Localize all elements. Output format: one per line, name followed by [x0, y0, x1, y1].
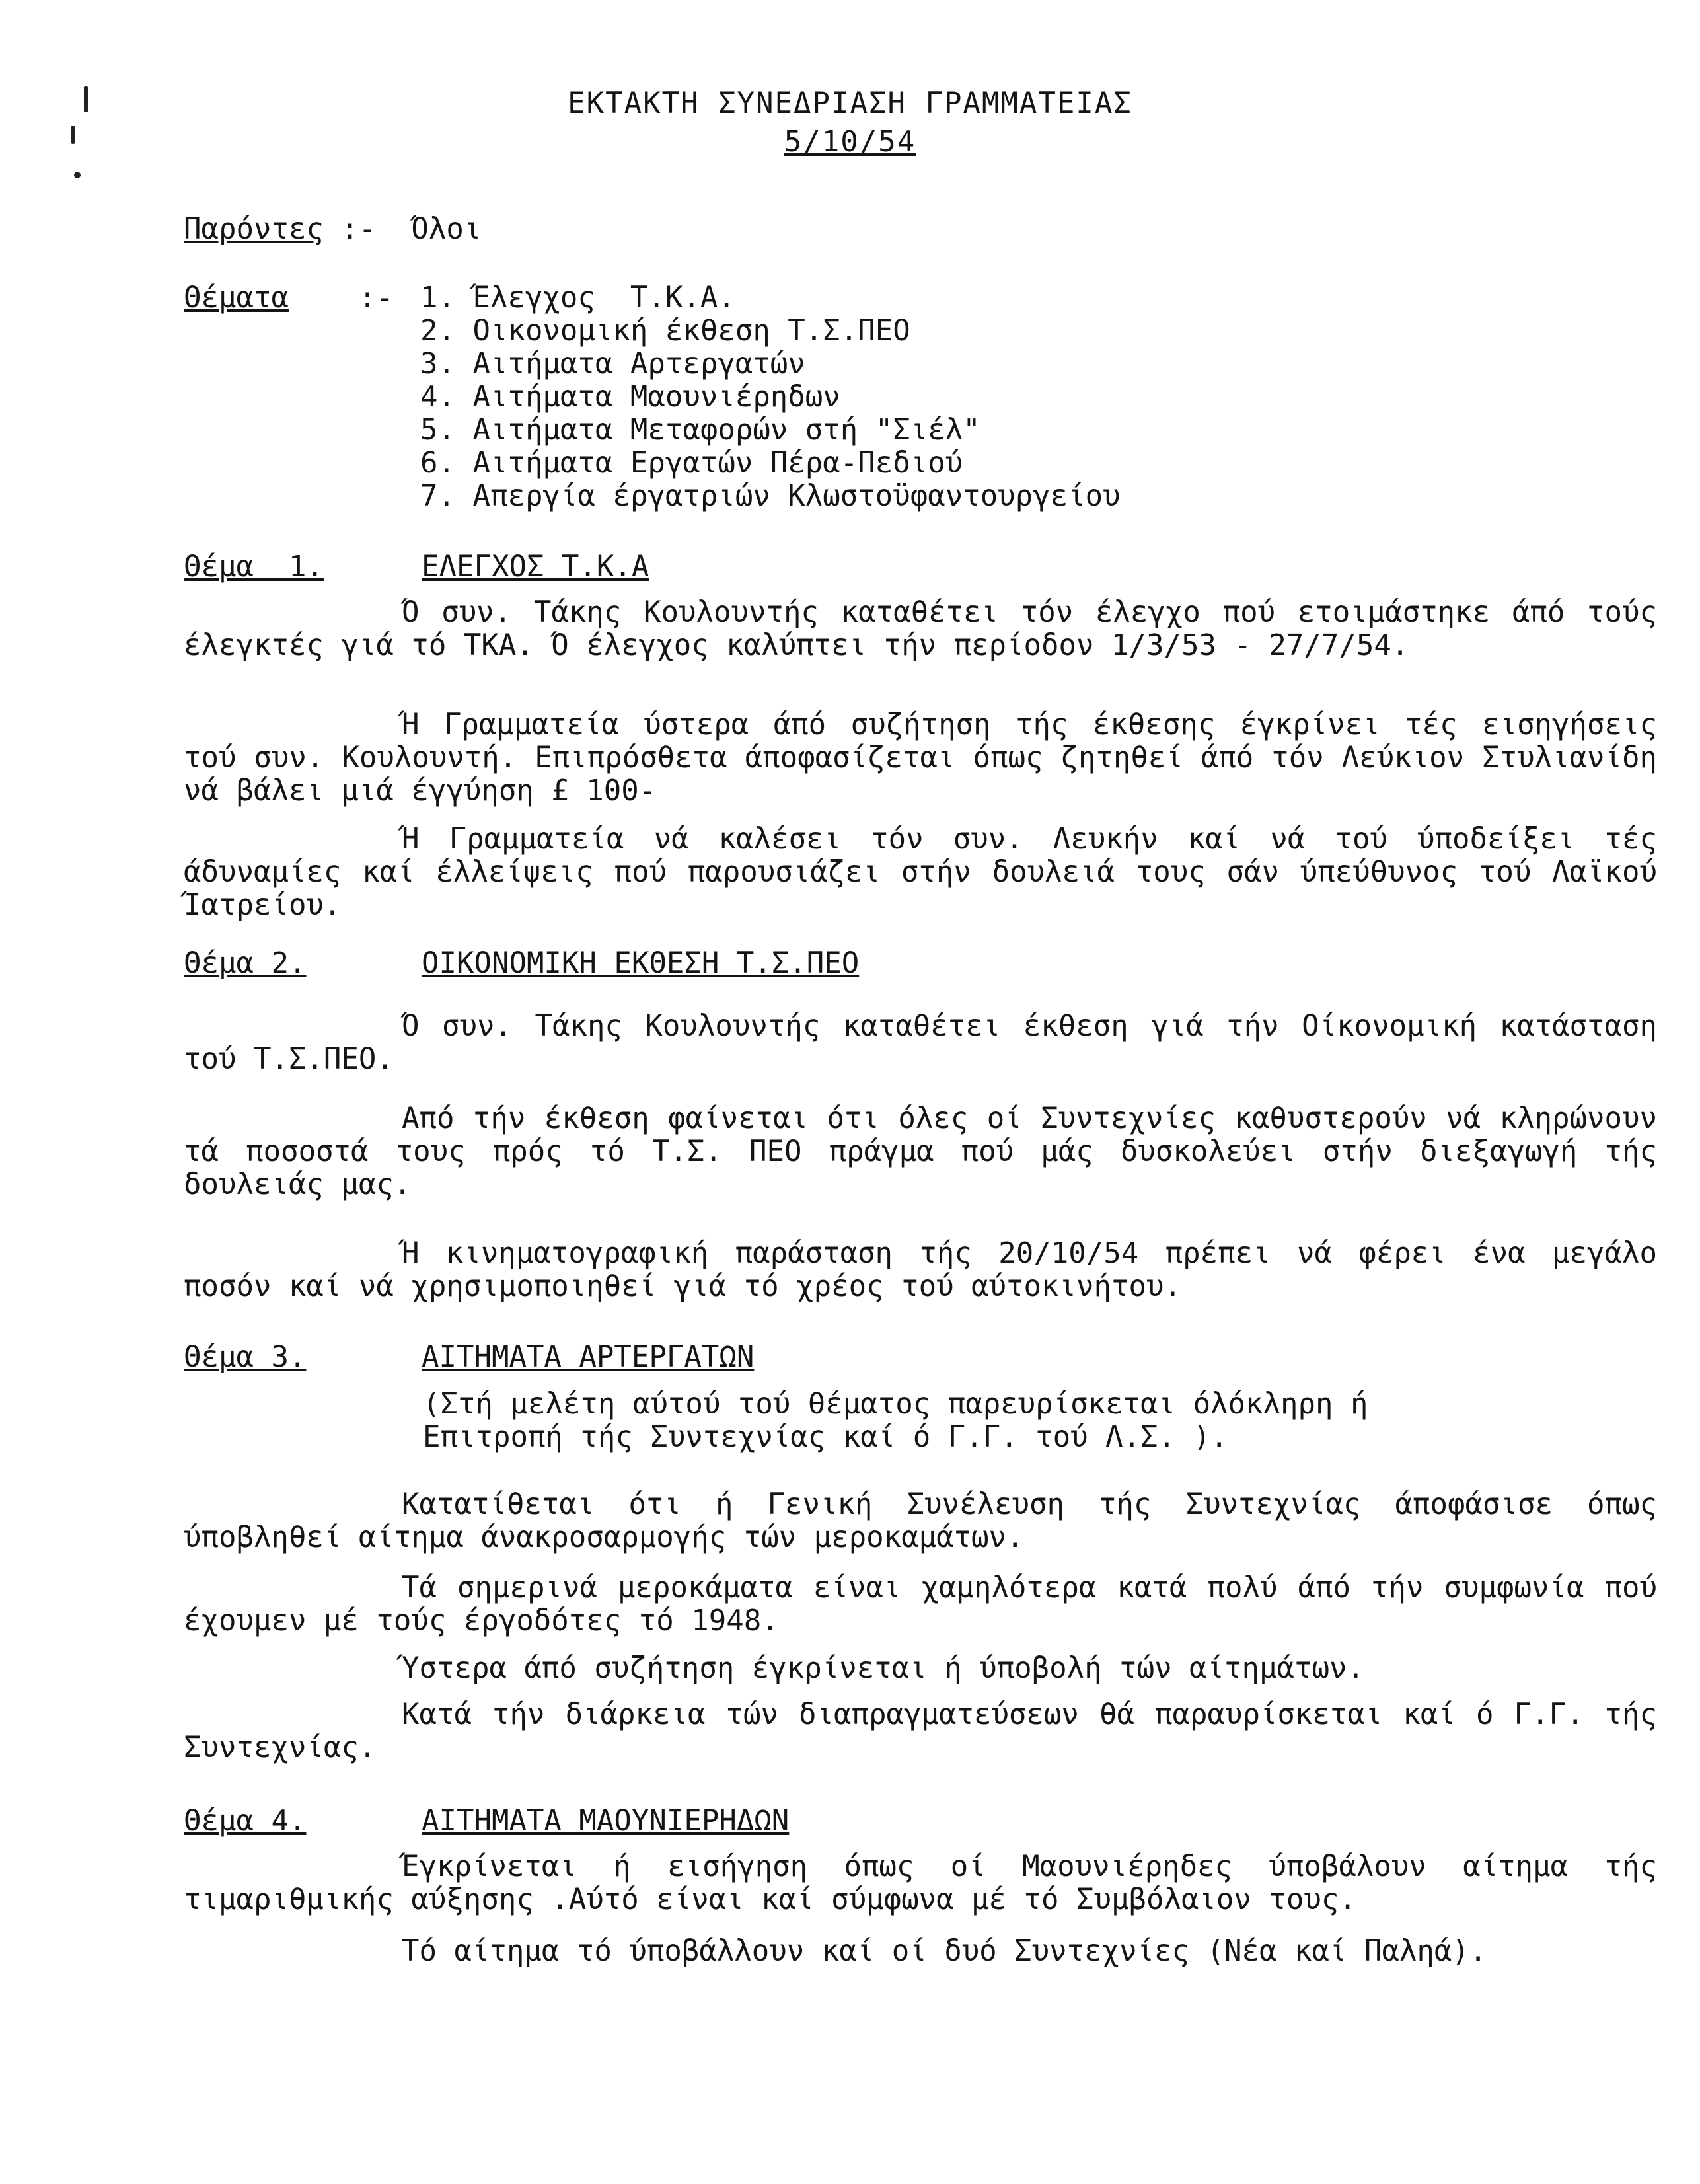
- paragraph: Κατατίθεται ότι ή Γενική Συνέλευση τής Συντεχνίας άποφάσισε όπως ύποβληθεί αίτημα άνακροσαρμογής τών μεροκαμάτων.: [184, 1487, 1657, 1554]
- attendees-row: [184, 213, 481, 246]
- section-number: Θέμα 3.: [184, 1340, 307, 1374]
- topic-item: 2. Οικονομική έκθεση Τ.Σ.ΠΕΟ: [420, 314, 910, 348]
- document-title: [0, 85, 1700, 161]
- title-text: ΕΚΤΑΚΤΗ ΣΥΝΕΔΡΙΑΣΗ ΓΡΑΜΜΑΤΕΙΑΣ: [568, 87, 1132, 120]
- section-number: Θέμα 2.: [184, 946, 307, 980]
- section-number: Θέμα 1.: [184, 550, 324, 584]
- paragraph: Κατά τήν διάρκεια τών διαπραγματεύσεων θά παραυρίσκεται καί ό Γ.Γ. τής Συντεχνίας.: [184, 1698, 1657, 1764]
- section-title: ΑΙΤΗΜΑΤΑ ΜΑΟΥΝΙΕΡΗΔΩΝ: [422, 1804, 790, 1838]
- section-title: ΕΛΕΓΧΟΣ Τ.Κ.Α: [422, 550, 649, 584]
- paragraph: Ή Γραμματεία νά καλέσει τόν συν. Λευκήν καί νά τού ύποδείξει τές άδυναμίες καί έλλείψεις πού παρουσιάζει στήν δουλειά τους σάν ύπεύθυνος τού Λαϊκού Ίατρείου.: [184, 822, 1657, 922]
- section-heading: [184, 1340, 910, 1374]
- margin-mark: [74, 172, 81, 178]
- section-title: ΑΙΤΗΜΑΤΑ ΑΡΤΕΡΓΑΤΩΝ: [422, 1340, 755, 1374]
- paragraph: Ό συν. Τάκης Κουλουντής καταθέτει τόν έλεγχο πού ετοιμάστηκε άπό τούς έλεγκτές γιά τό ΤΚΑ. Ό έλεγχος καλύπτει τήν περίοδον 1/3/53 - 27/7/54.: [184, 595, 1657, 662]
- section-heading: [184, 1804, 910, 1838]
- section-number: Θέμα 4.: [184, 1804, 307, 1838]
- paragraph: Ό συν. Τάκης Κουλουντής καταθέτει έκθεση γιά τήν Οίκονομική κατάσταση τού Τ.Σ.ΠΕΟ.: [184, 1009, 1657, 1076]
- topics-sep: :-: [341, 281, 394, 315]
- topic-item: 3. Αιτήματα Αρτεργατών: [420, 347, 805, 381]
- attendees-sep: :-: [323, 212, 377, 246]
- paragraph: Ύστερα άπό συζήτηση έγκρίνεται ή ύποβολή τών αίτημάτων.: [402, 1651, 1364, 1685]
- section-note: (Στή μελέτη αύτού τού θέματος παρευρίσκεται όλόκληρη ή Επιτροπή τής Συντεχνίας καί ό Γ.Γ. τού Λ.Σ. ).: [423, 1387, 1368, 1454]
- topics-label: Θέματα: [184, 281, 289, 315]
- topic-item: 5. Αιτήματα Μεταφορών στή "Σιέλ": [420, 413, 980, 447]
- paragraph: Έγκρίνεται ή εισήγηση όπως οί Μαουνιέρηδες ύποβάλουν αίτημα τής τιμαριθμικής αύξησης .Αύτό είναι καί σύμφωνα μέ τό Συμβόλαιον τους.: [184, 1850, 1657, 1916]
- paragraph: Ή κινηματογραφική παράσταση τής 20/10/54 πρέπει νά φέρει ένα μεγάλο ποσόν καί νά χρησιμοποιηθεί γιά τό χρέος τού αύτοκινήτου.: [184, 1236, 1657, 1303]
- attendees-value: Όλοι: [411, 212, 482, 246]
- topics-list: [420, 282, 1121, 513]
- paragraph: Ή Γραμματεία ύστερα άπό συζήτηση τής έκθεσης έγκρίνει τές εισηγήσεις τού συν. Κουλουντή. Επιπρόσθετα άποφασίζεται όπως ζητηθεί άπό τόν Λεύκιον Στυλιανίδη νά βάλει μιά έγγύηση £ 100-: [184, 708, 1657, 808]
- title-date: 5/10/54: [784, 125, 916, 159]
- topic-item: 1. Έλεγχος Τ.Κ.Α.: [420, 281, 735, 315]
- topic-item: 6. Αιτήματα Εργατών Πέρα-Πεδιού: [420, 446, 963, 480]
- topic-item: 4. Αιτήματα Μαουνιέρηδων: [420, 380, 840, 414]
- paragraph: Τό αίτημα τό ύποβάλλουν καί οί δυό Συντεχνίες (Νέα καί Παληά).: [402, 1934, 1487, 1968]
- paragraph: Από τήν έκθεση φαίνεται ότι όλες οί Συντεχνίες καθυστερούν νά κληρώνουν τά ποσοστά τους πρός τό Τ.Σ. ΠΕΟ πράγμα πού μάς δυσκολεύει στήν διεξαγωγή τής δουλειάς μας.: [184, 1102, 1657, 1201]
- section-heading: [184, 550, 910, 584]
- section-heading: [184, 946, 910, 980]
- topic-item: 7. Απεργία έργατριών Κλωστοϋφαντουργείου: [420, 479, 1121, 513]
- attendees-label: Παρόντες: [184, 212, 324, 246]
- paragraph: Τά σημερινά μεροκάματα είναι χαμηλότερα κατά πολύ άπό τήν συμφωνία πού έχουμεν μέ τούς έργοδότες τό 1948.: [184, 1571, 1657, 1638]
- topics-row: [184, 282, 394, 315]
- section-title: ΟΙΚΟΝΟΜΙΚΗ ΕΚΘΕΣΗ Τ.Σ.ΠΕΟ: [422, 946, 860, 980]
